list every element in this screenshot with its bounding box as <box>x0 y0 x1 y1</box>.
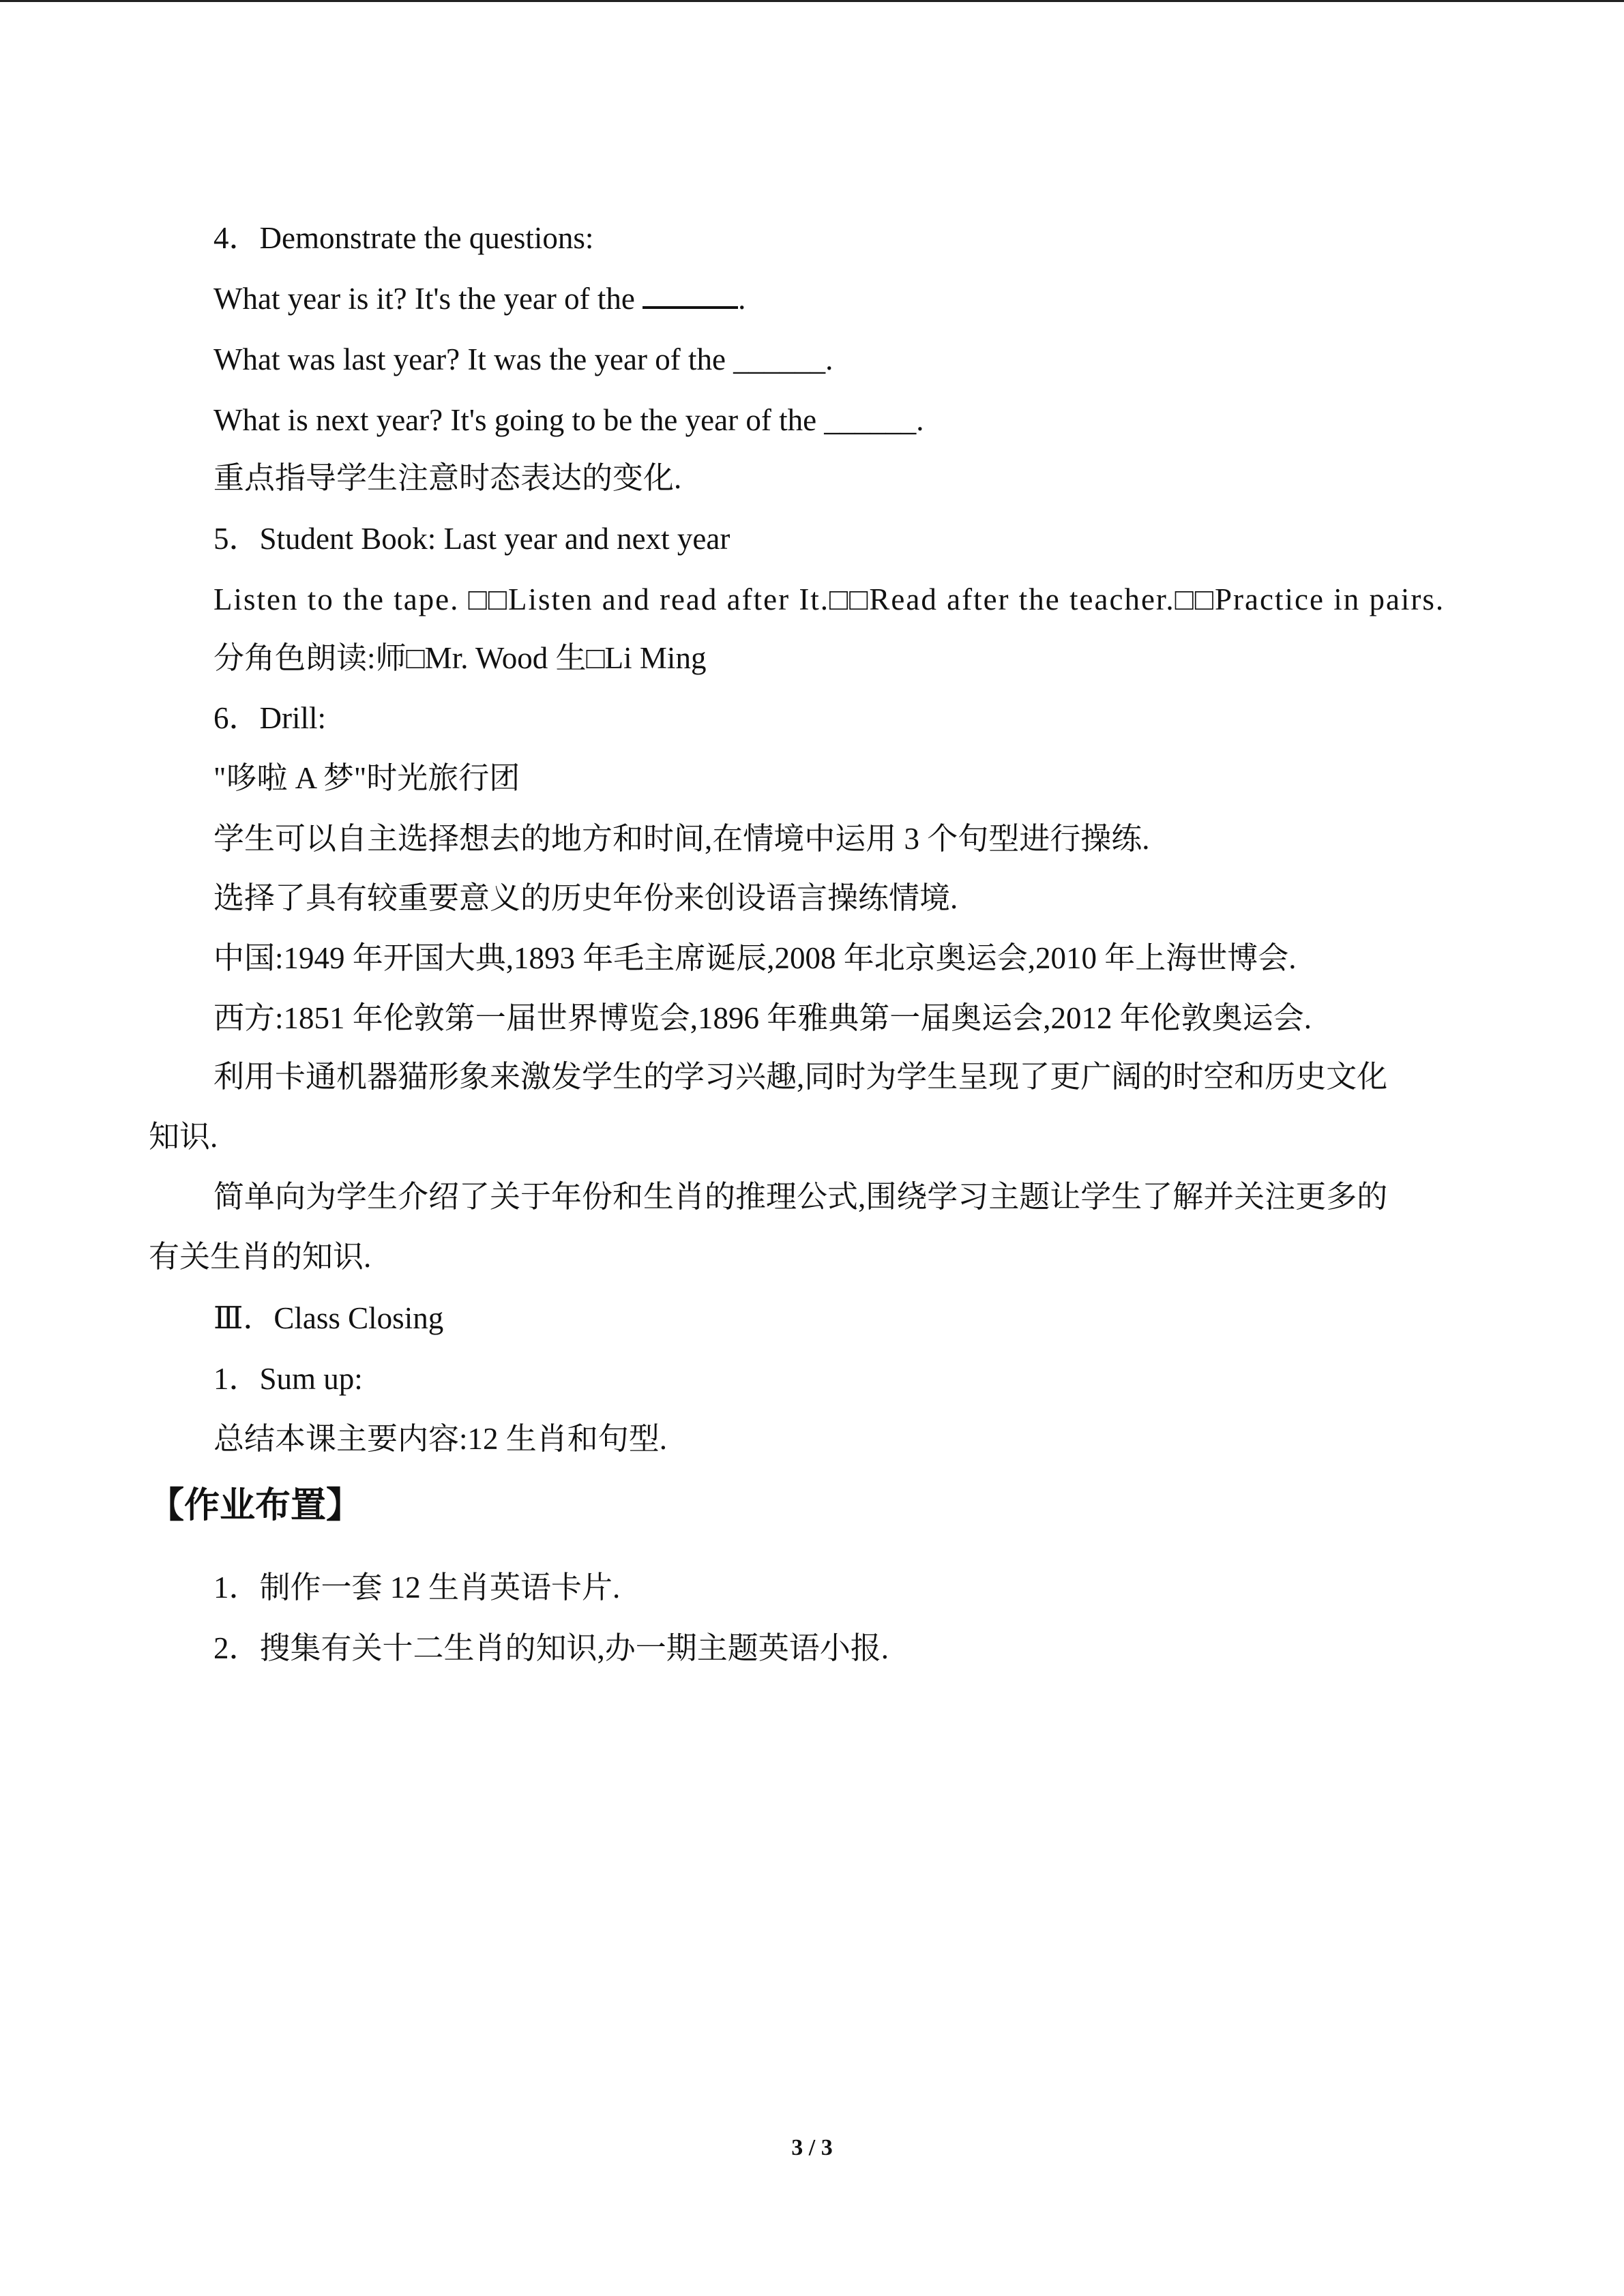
time-travel-group: "哆啦 A 梦"时光旅行团 <box>213 761 520 795</box>
section-3-title: Ⅲ．Class Closing <box>213 1301 444 1335</box>
homework-item-2: 2．搜集有关十二生肖的知识,办一期主题英语小报. <box>213 1631 889 1665</box>
cartoon-interest-paragraph: 利用卡通机器猫形象来激发学生的学习兴趣,同时为学生呈现了更广阔的时空和历史文化知识. <box>149 1060 1388 1154</box>
role-reading: 分角色朗读:师□Mr. Wood 生□Li Ming <box>213 641 707 675</box>
step-5-title: 5．Student Book: Last year and next year <box>213 522 730 556</box>
question-line-1-text: What year is it? It's the year of the <box>213 282 643 316</box>
question-line-3: What is next year? It's going to be the year of the ______. <box>213 403 924 437</box>
page-number: 3 / 3 <box>791 2135 833 2160</box>
summary-text: 总结本课主要内容:12 生肖和句型. <box>213 1422 668 1456</box>
step-6-title: 6．Drill: <box>213 701 326 735</box>
homework-heading: 【作业布置】 <box>149 1485 362 1526</box>
sum-up-title: 1．Sum up: <box>213 1362 363 1396</box>
listening-steps: Listen to the tape. □□Listen and read after It.□□Read after the teacher.□□Practice in pairs. <box>213 582 1445 616</box>
china-events: 中国:1949 年开国大典,1893 年毛主席诞辰,2008 年北京奥运会,2010 年上海世博会. <box>213 941 1297 975</box>
question-line-1-end: . <box>738 282 746 316</box>
homework-item-1: 1．制作一套 12 生肖英语卡片. <box>213 1570 621 1605</box>
tense-note: 重点指导学生注意时态表达的变化. <box>213 461 682 495</box>
answer-blank <box>643 283 738 309</box>
history-years-note: 选择了具有较重要意义的历史年份来创设语言操练情境. <box>213 881 958 915</box>
zodiac-formula-paragraph: 简单向为学生介绍了关于年份和生肖的推理公式,围绕学习主题让学生了解并关注更多的有关生肖的知识. <box>149 1180 1388 1274</box>
question-line-1 <box>213 278 745 319</box>
drill-description: 学生可以自主选择想去的地方和时间,在情境中运用 3 个句型进行操练. <box>213 822 1150 856</box>
step-4-title: 4．Demonstrate the questions: <box>213 221 594 255</box>
western-events: 西方:1851 年伦敦第一届世界博览会,1896 年雅典第一届奥运会,2012 年伦敦奥运会. <box>213 1001 1312 1035</box>
question-line-2: What was last year? It was the year of the ______. <box>213 342 833 376</box>
